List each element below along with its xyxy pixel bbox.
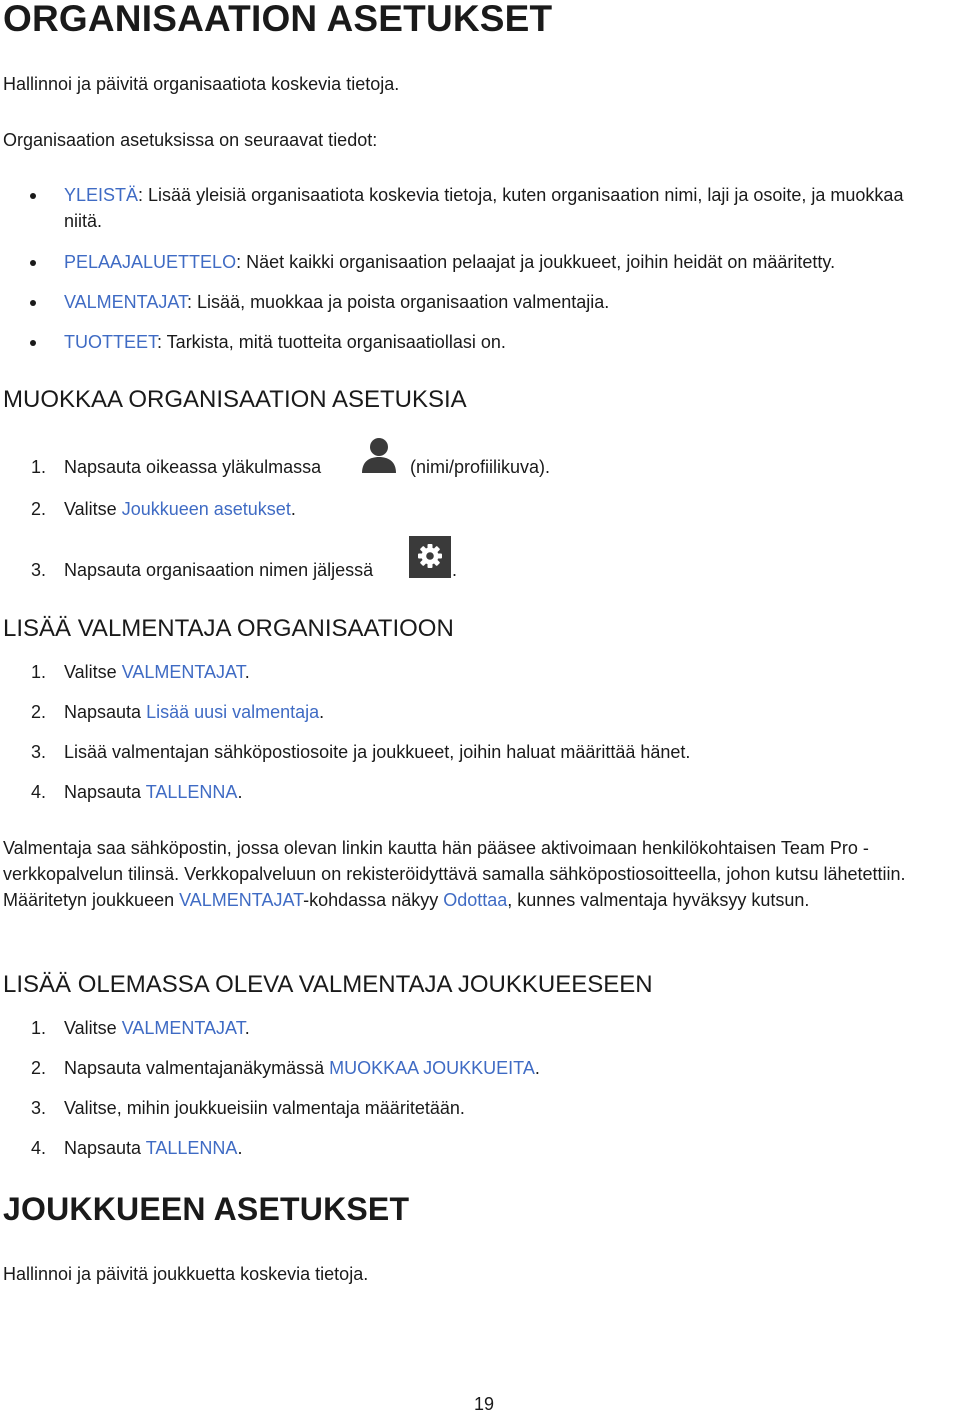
intro-text: Hallinnoi ja päivitä organisaatiota koskevia tietoja. [3,74,400,94]
gear-icon[interactable] [409,536,451,578]
step-text-after: . [534,1058,540,1078]
settings-intro-text: Organisaation asetuksissa on seuraavat tiedot: [3,130,378,150]
yleista-link[interactable]: YLEISTÄ [64,185,139,205]
step-text-after: . [452,560,458,580]
step-number: 1. [31,662,47,682]
step-text: Lisää valmentajan sähköpostiosoite ja joukkueet, joihin haluat määrittää hänet. [64,742,691,762]
team-settings-title: JOUKKUEEN ASETUKSET [3,1191,410,1227]
list-item-text: : Lisää yleisiä organisaatiota koskevia tietoja, kuten organisaation nimi, laji ja osoite, ja muokkaa niitä. [64,185,904,231]
coach-invite-paragraph: Valmentaja saa sähköpostin, jossa olevan linkin kautta hän pääsee aktivoimaan henkilökohtaisen Team Pro -verkkopalvelun tilinsä. Verkkopalveluun on rekisteröidyttävä samalla sähköpostiosoitteella, johon kutsu lähetettiin. Määritetyn joukkueen VALMENTAJAT-kohdassa näkyy Odottaa, kunnes valmentaja hyväksyy kutsun. [3,838,906,910]
step-text: Napsauta [64,1138,146,1158]
valmentajat-link[interactable]: VALMENTAJAT [64,292,188,312]
team-settings-link[interactable]: Joukkueen asetukset [121,499,291,519]
step-number: 2. [31,499,47,519]
save-link[interactable]: TALLENNA [145,1138,238,1158]
bullet-icon [30,260,36,266]
save-link[interactable]: TALLENNA [145,782,238,802]
step-text: Valitse, mihin joukkueisiin valmentaja määritetään. [64,1098,465,1118]
step-text: Valitse [64,662,122,682]
existing-coach-heading: LISÄÄ OLEMASSA OLEVA VALMENTAJA JOUKKUEESEEN [3,971,653,998]
add-coach-heading: LISÄÄ VALMENTAJA ORGANISAATIOON [3,615,454,642]
odottaa-status: Odottaa [443,890,508,910]
step-text-after: . [237,782,243,802]
step-text-after: (nimi/profiilikuva). [410,457,551,477]
step-number: 3. [31,1098,47,1118]
edit-teams-link[interactable]: MUOKKAA JOUKKUEITA [329,1058,535,1078]
team-intro-text: Hallinnoi ja päivitä joukkuetta koskevia tietoja. [3,1264,369,1284]
tuotteet-link[interactable]: TUOTTEET [64,332,157,352]
page-number: 19 [473,1394,495,1414]
profile-avatar-icon[interactable] [360,435,398,473]
edit-settings-heading: MUOKKAA ORGANISAATION ASETUKSIA [3,386,467,413]
step-text-after: . [237,1138,243,1158]
step-number: 2. [31,702,47,722]
step-text: Valitse [64,499,122,519]
step-text-after: . [244,662,250,682]
valmentajat-link[interactable]: VALMENTAJAT [179,890,304,910]
step-number: 1. [31,1018,47,1038]
list-item-text: : Lisää, muokkaa ja poista organisaation valmentajia. [187,292,610,312]
step-text-after: . [319,702,325,722]
bullet-icon [30,340,36,346]
step-text: Napsauta [64,782,146,802]
list-item-text: : Tarkista, mitä tuotteita organisaatiollasi on. [157,332,506,352]
step-text: Napsauta organisaation nimen jäljessä [64,560,374,580]
step-text-after: . [244,1018,250,1038]
pelaajaluettelo-link[interactable]: PELAAJALUETTELO [64,252,237,272]
step-number: 4. [31,1138,47,1158]
step-text: Valitse [64,1018,122,1038]
add-new-coach-link[interactable]: Lisää uusi valmentaja [146,702,320,722]
step-number: 3. [31,742,47,762]
bullet-icon [30,193,36,199]
list-item-text: : Näet kaikki organisaation pelaajat ja joukkueet, joihin heidät on määritetty. [236,252,836,272]
step-text: Napsauta valmentajanäkymässä [64,1058,330,1078]
page-title: ORGANISAATION ASETUKSET [3,0,553,39]
step-number: 1. [31,457,47,477]
step-number: 4. [31,782,47,802]
bullet-icon [30,300,36,306]
step-text-after: . [290,499,296,519]
step-number: 2. [31,1058,47,1078]
valmentajat-link[interactable]: VALMENTAJAT [121,1018,245,1038]
valmentajat-link[interactable]: VALMENTAJAT [121,662,245,682]
list-item [0,182,960,234]
step-text: Napsauta oikeassa yläkulmassa [64,457,322,477]
step-text: Napsauta [64,702,147,722]
step-number: 3. [31,560,47,580]
